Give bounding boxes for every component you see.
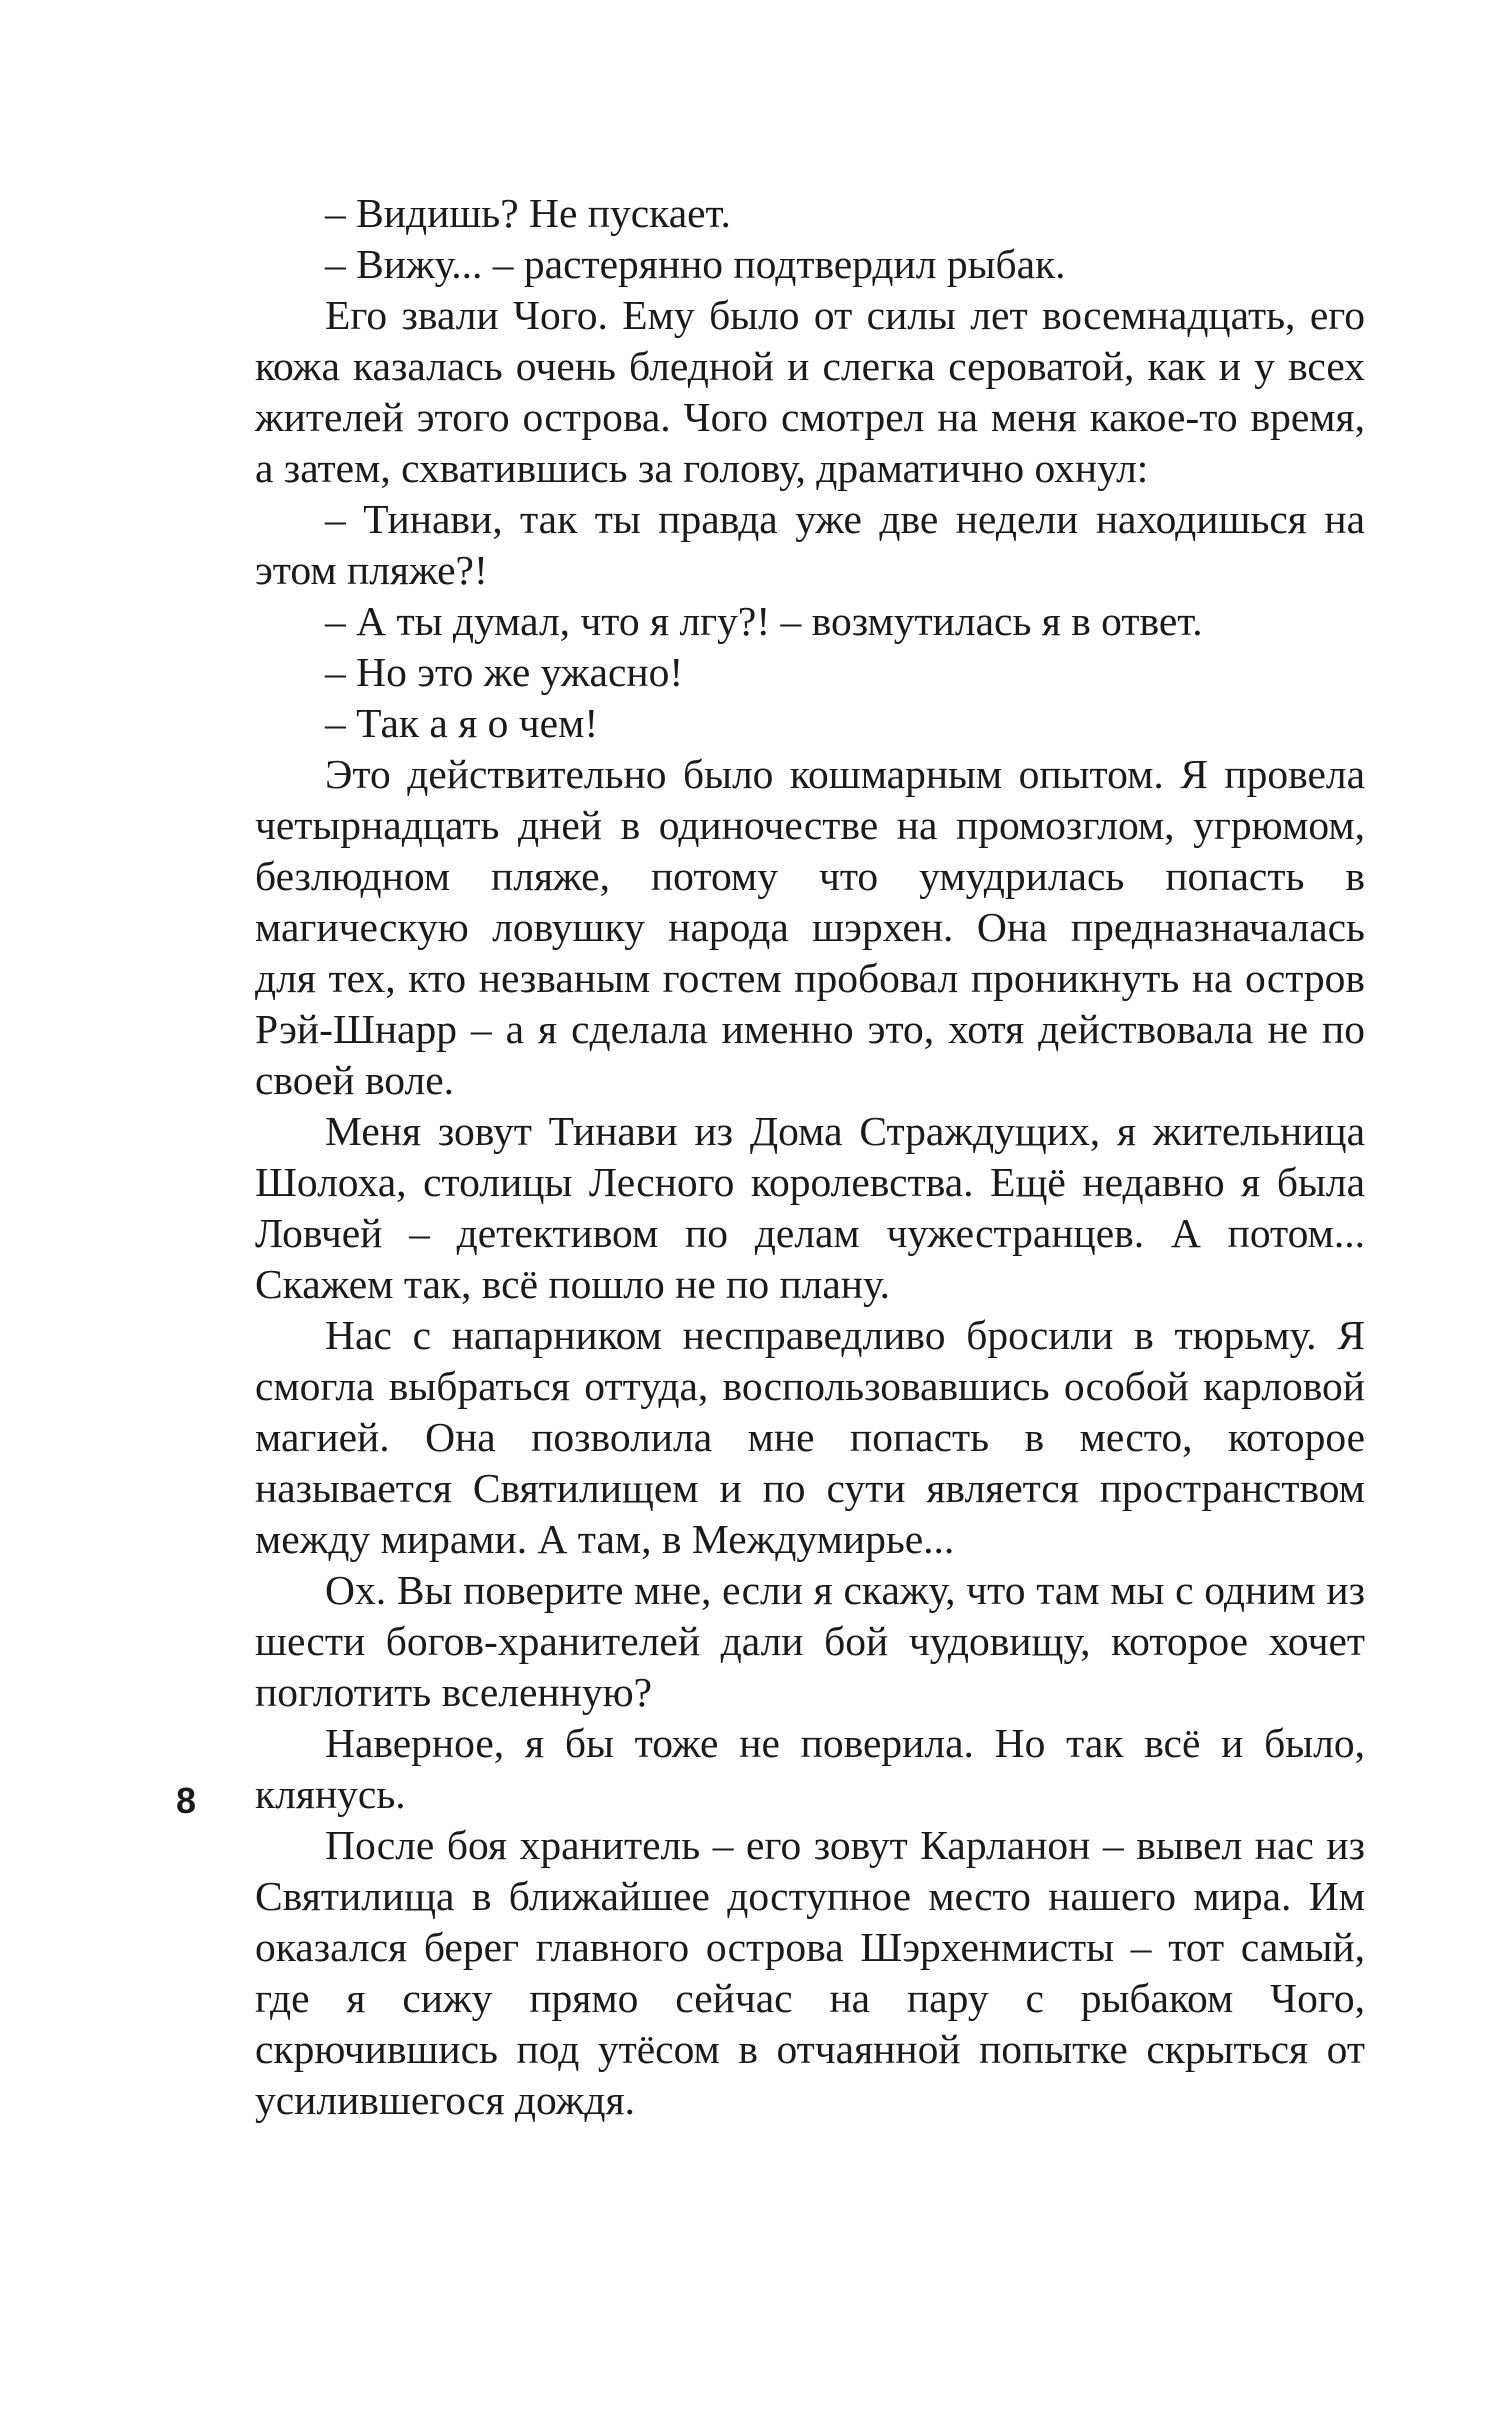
paragraph: – Вижу... – растерянно подтвердил рыбак. bbox=[325, 241, 1066, 287]
paragraph: Это действительно было кошмарным опытом. Я провела четырнадцать дней в одиночестве на промозглом, угрюмом, безлюдном пляже, потому что умудрилась попасть в магическую ловушку народа шэрхен. Она предназначалась для тех, кто незваным гостем пробовал проникнуть на остров Рэй-Шнарр – а я сделала именно это, хотя действовала не по своей воле. bbox=[255, 751, 1365, 1103]
paragraph: – Видишь? Не пускает. bbox=[325, 190, 731, 236]
paragraph: – Так а я о чем! bbox=[325, 700, 599, 746]
paragraph: После боя хранитель – его зовут Карланон – вывел нас из Святилища в ближайшее доступное место нашего мира. Им оказался берег главного острова Шэрхенмисты – тот самый, где я сижу прямо сейчас на пару с рыбаком Чого, скрючившись под утёсом в отчаянной попытке скрыться от усилившегося дождя. bbox=[255, 1822, 1365, 2123]
page-number: 8 bbox=[176, 1780, 197, 1821]
paragraph: – Но это же ужасно! bbox=[325, 649, 684, 695]
paragraph: – А ты думал, что я лгу?! – возмутилась я в ответ. bbox=[325, 598, 1203, 644]
paragraph: Нас с напарником несправедливо бросили в тюрьму. Я смогла выбраться оттуда, воспользовавшись особой карловой магией. Она позволила мне попасть в место, которое называется Святилищем и по сути является пространством между мирами. А там, в Междумирье... bbox=[255, 1312, 1365, 1562]
page-text bbox=[255, 188, 1365, 2126]
paragraph: Ох. Вы поверите мне, если я скажу, что там мы с одним из шести богов-хранителей дали бой чудовищу, которое хочет поглотить вселенную? bbox=[255, 1567, 1365, 1715]
paragraph: Его звали Чого. Ему было от силы лет восемнадцать, его кожа казалась очень бледной и слегка сероватой, как и у всех жителей этого острова. Чого смотрел на меня какое-то время, а затем, схватившись за голову, драматично охнул: bbox=[255, 292, 1365, 491]
paragraph: Наверное, я бы тоже не поверила. Но так всё и было, клянусь. bbox=[255, 1720, 1365, 1817]
paragraph: Меня зовут Тинави из Дома Страждущих, я жительница Шолоха, столицы Лесного королевства. Ещё недавно я была Ловчей – детективом по делам чужестранцев. А потом... Скажем так, всё пошло не по плану. bbox=[255, 1108, 1365, 1307]
paragraph: – Тинави, так ты правда уже две недели находишься на этом пляже?! bbox=[255, 496, 1365, 593]
